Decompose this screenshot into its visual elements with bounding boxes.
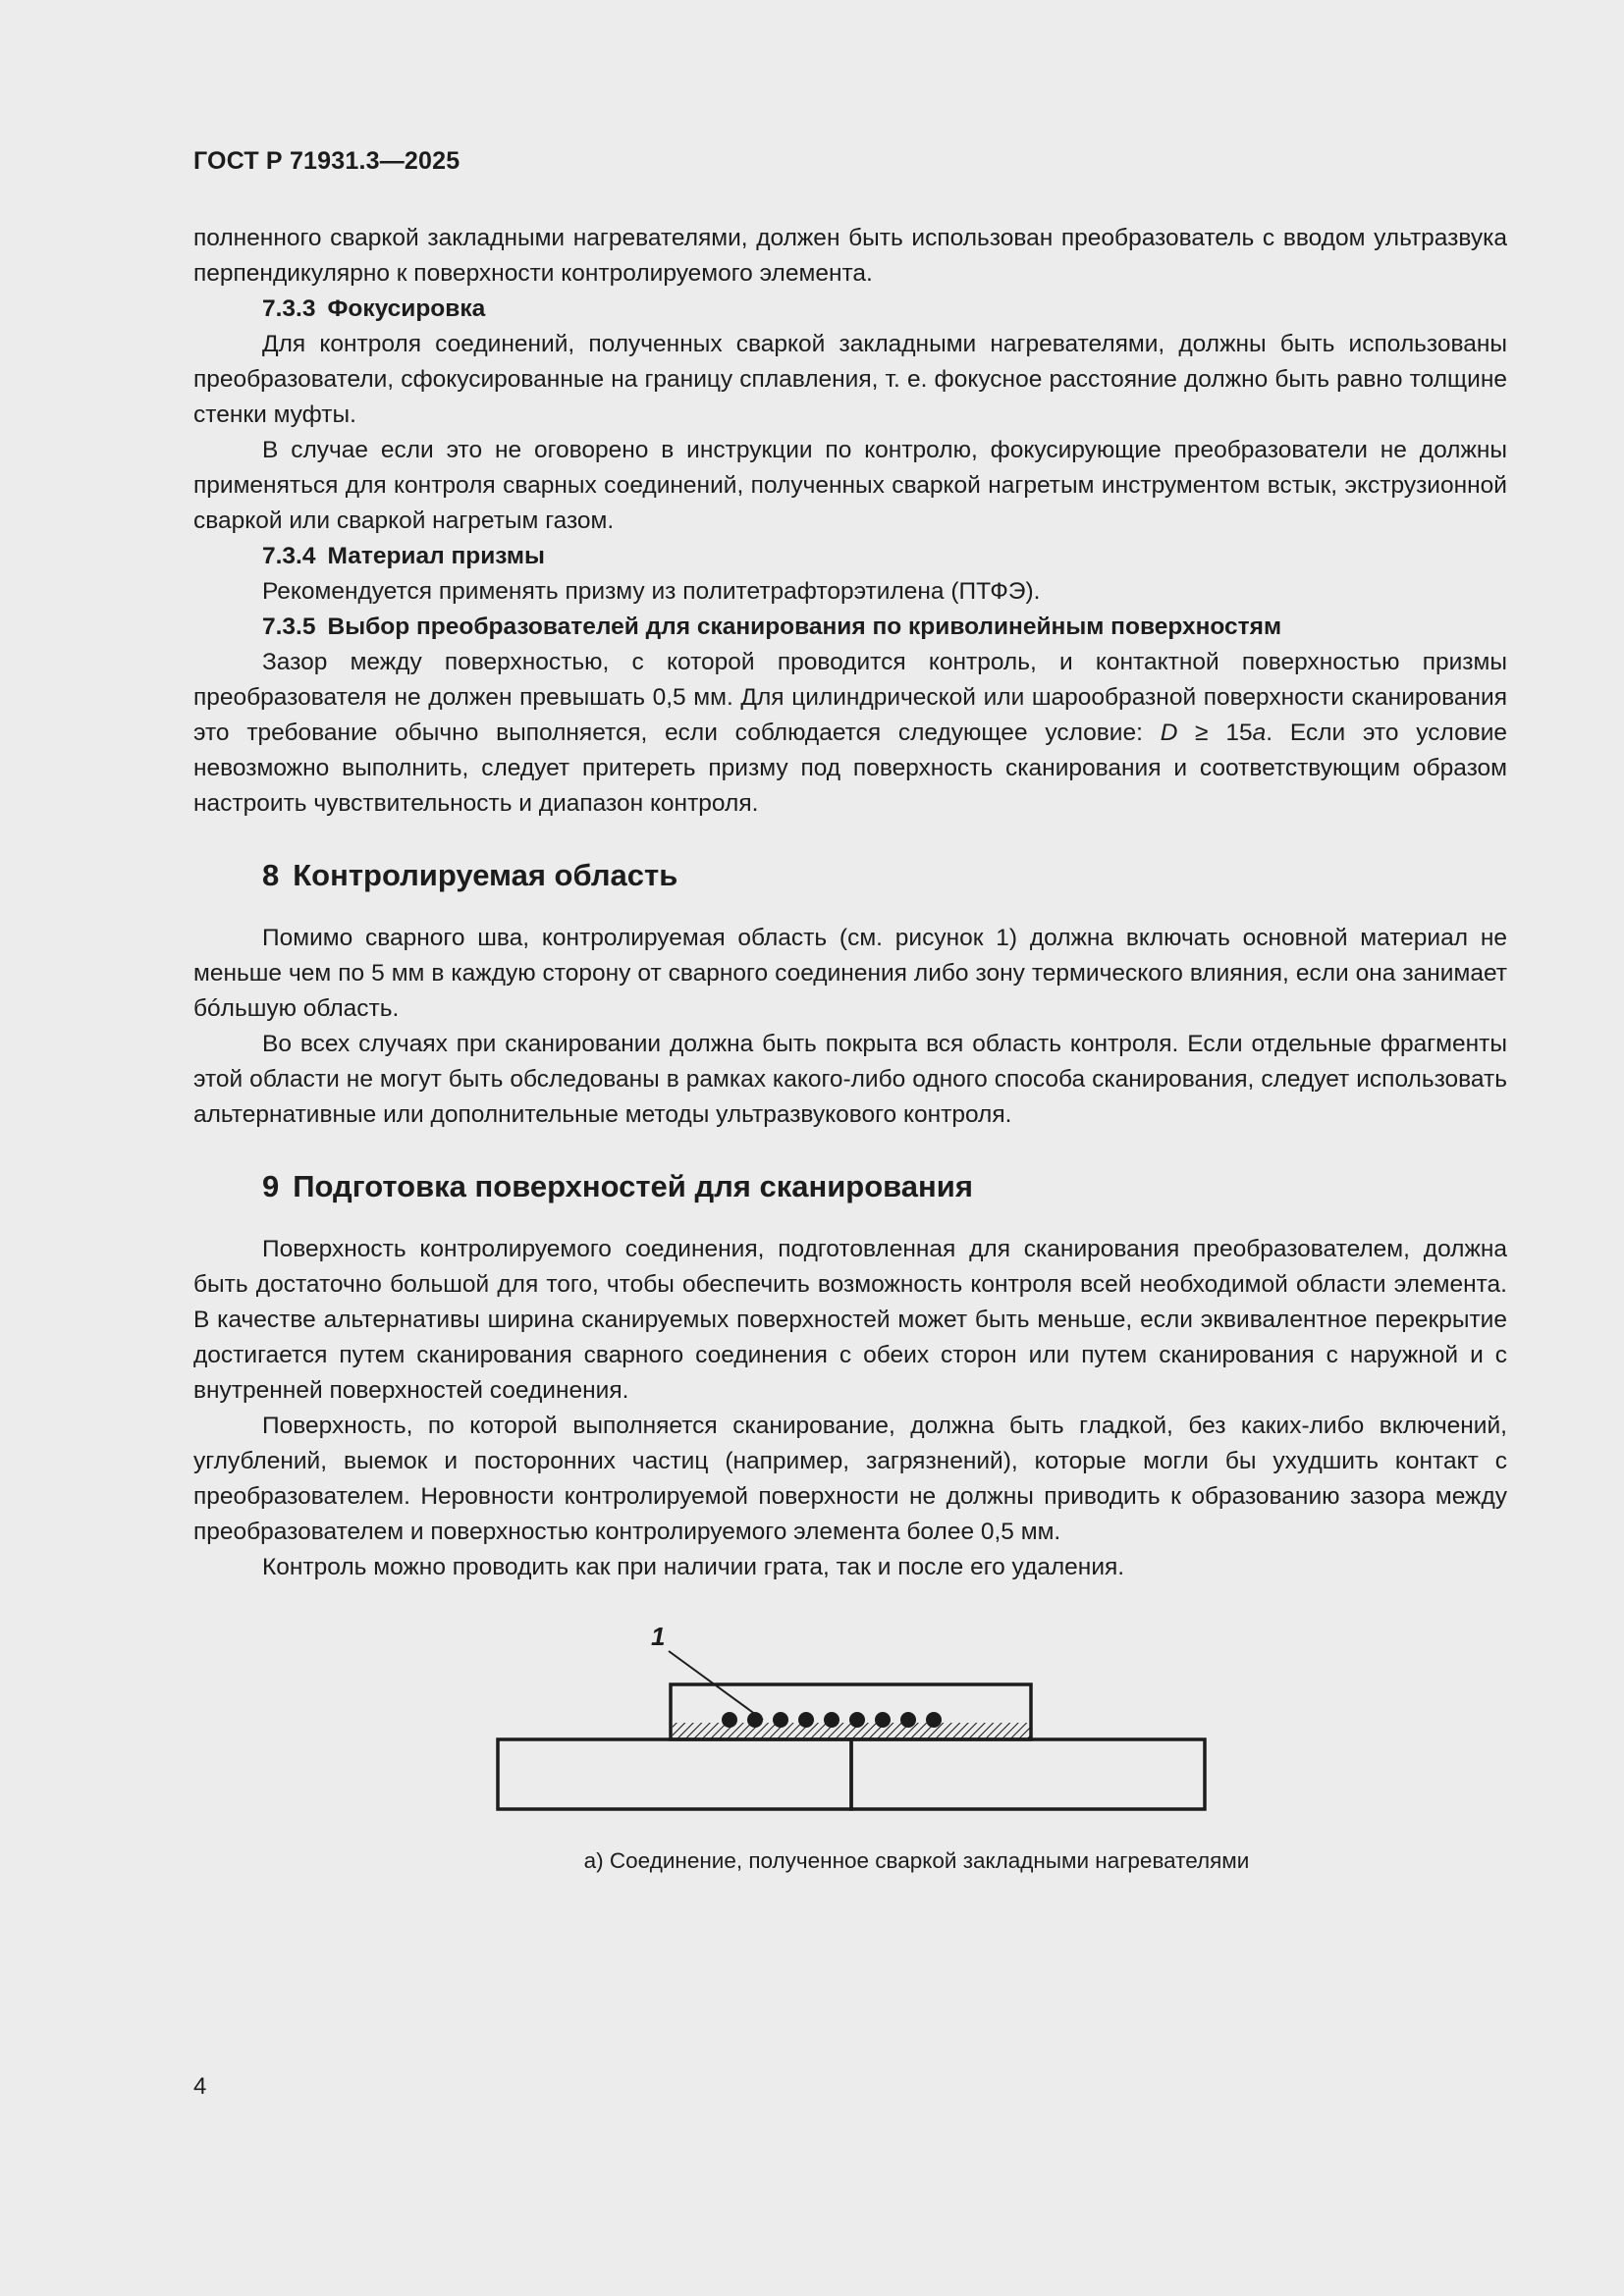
document-header: ГОСТ Р 71931.3—2025 [193, 147, 460, 175]
heating-wire [773, 1712, 788, 1728]
figure-electrofusion-joint [496, 1620, 1222, 1826]
page-number: 4 [193, 2073, 207, 2100]
subsection-title: Выбор преобразователей для сканирования по криволинейным поверхностям [327, 614, 1282, 640]
paragraph: полненного сваркой закладными нагревателями, должен быть использован преобразователь с вводом ультразвука перпендикулярно к поверхности контролируемого элемента. [193, 225, 1507, 287]
section-number: 9 [262, 1169, 280, 1203]
figure-caption [0, 1848, 1624, 1874]
subsection-heading-7-3-3 [193, 292, 1507, 327]
heating-wire [875, 1712, 891, 1728]
section-title: Подготовка поверхностей для сканирования [293, 1169, 973, 1203]
text-run: . Если это условие невозможно выполнить, следует притереть призму под поверхность сканирования и соответствующим образом настроить чувствительность и диапазон контроля. [193, 720, 1508, 817]
paragraph: В случае если это не оговорено в инструкции по контролю, фокусирующие преобразователи не должны применяться для контроля сварных соединений, полученных сваркой нагретым инструментом встык, экструзионной сваркой или сваркой нагретым газом. [193, 437, 1507, 534]
section-number: 8 [262, 858, 280, 892]
section-title: Контролируемая область [293, 858, 678, 892]
paragraph: Поверхность, по которой выполняется сканирование, должна быть гладкой, без каких-либо включений, углублений, выемок и посторонних частиц (например, загрязнений), которые могли бы ухудшить контакт с преобразователем. Неровности контролируемой поверхности не должны приводить к образованию зазора между преобразователем и поверхностью контролируемого элемента более 0,5 мм. [193, 1413, 1507, 1545]
paragraph: Во всех случаях при сканировании должна быть покрыта вся область контроля. Если отдельные фрагменты этой области не могут быть обследованы в рамках какого-либо одного способа сканирования, следует использовать альтернативные или дополнительные методы ультразвукового контроля. [193, 1031, 1507, 1128]
subsection-title: Фокусировка [327, 295, 486, 322]
heating-wires [722, 1712, 942, 1728]
text-run: ≥ 15 [1177, 720, 1253, 746]
figure-caption-text: а) Соединение, полученное сваркой закладными нагревателями [583, 1848, 1250, 1873]
heating-wire [747, 1712, 763, 1728]
pipe-right [851, 1739, 1205, 1809]
subsection-heading-7-3-4 [193, 539, 1507, 574]
paragraph-7-3-5 [193, 645, 1507, 822]
paragraph: Рекомендуется применять призму из политетрафторэтилена (ПТФЭ). [262, 578, 1041, 605]
paragraph: Помимо сварного шва, контролируемая область (см. рисунок 1) должна включать основной материал не меньше чем по 5 мм в каждую сторону от сварного соединения либо зону термического влияния, если она занимает бóльшую область. [193, 925, 1507, 1022]
paragraph: Контроль можно проводить как при наличии грата, так и после его удаления. [262, 1554, 1125, 1580]
text-run: Зазор между поверхностью, с которой проводится контроль, и контактной поверхностью призмы преобразователя не должен превышать 0,5 мм. Для цилиндрической или шарообразной поверхности сканирования это требование обычно выполняется, если соблюдается следующее условие: [193, 649, 1507, 746]
subsection-number: 7.3.3 [262, 295, 316, 322]
heating-wire [849, 1712, 865, 1728]
subsection-number: 7.3.4 [262, 543, 316, 569]
heating-wire [926, 1712, 942, 1728]
heating-wire [798, 1712, 814, 1728]
heating-wire [722, 1712, 737, 1728]
subsection-heading-7-3-5 [193, 610, 1507, 645]
paragraph: Поверхность контролируемого соединения, подготовленная для сканирования преобразователем, должна быть достаточно большой для того, чтобы обеспечить возможность контроля всей необходимой области элемента. В качестве альтернативы ширина сканируемых поверхностей может быть меньше, если эквивалентное перекрытие достигается путем сканирования сварного соединения с обеих сторон или путем сканирования с наружной и с внутренней поверхностей соединения. [193, 1236, 1507, 1404]
formula-variable-D: D [1160, 720, 1178, 746]
pipe-left [498, 1739, 851, 1809]
subsection-number: 7.3.5 [262, 614, 316, 640]
paragraph: Для контроля соединений, полученных сваркой закладными нагревателями, должны быть использованы преобразователи, сфокусированные на границу сплавления, т. е. фокусное расстояние должно быть равно толщине стенки муфты. [193, 331, 1507, 428]
section-heading-9 [193, 1167, 1507, 1206]
heating-wire [824, 1712, 839, 1728]
document-body [193, 221, 1507, 1585]
section-heading-8 [193, 856, 1507, 895]
heating-wire [900, 1712, 916, 1728]
formula-variable-a: a [1252, 720, 1267, 746]
subsection-title: Материал призмы [327, 543, 545, 569]
callout-label: 1 [651, 1622, 666, 1651]
